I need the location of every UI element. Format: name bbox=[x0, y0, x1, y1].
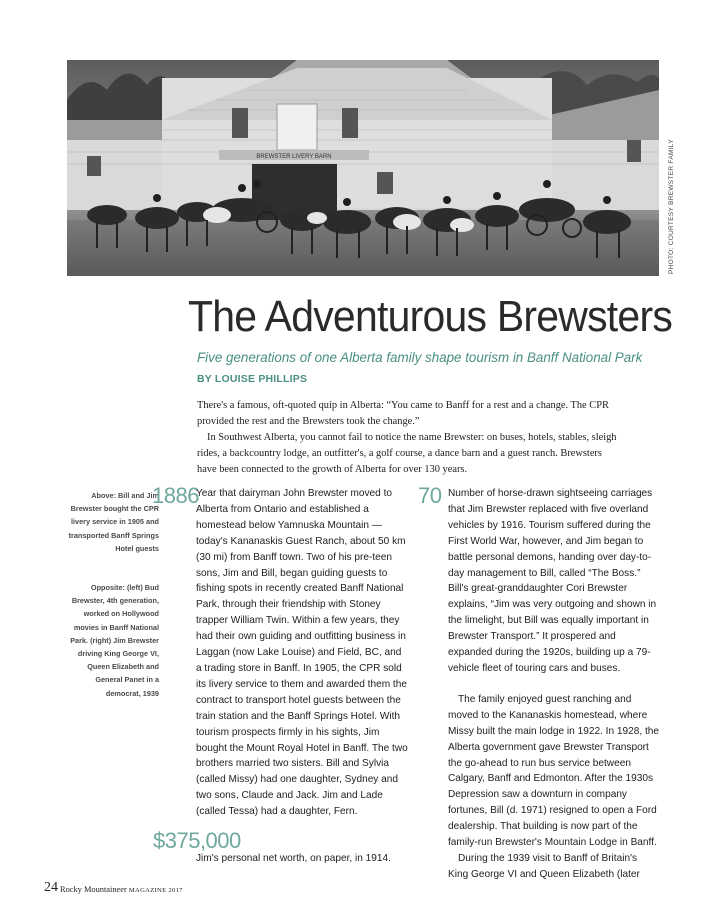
article-byline: BY LOUISE PHILLIPS bbox=[197, 373, 308, 385]
stat-figure: $375,000 bbox=[153, 828, 241, 853]
magazine-footer bbox=[60, 885, 183, 894]
intro-paragraph: There's a famous, oft-quoted quip in Alberta: “You came to Banff for a rest and a change. The CPR provided the rest and the Brewsters took the change.” bbox=[197, 400, 609, 427]
year-marker-1886: 1886 bbox=[152, 483, 199, 508]
stat-text: Jim's personal net worth, on paper, in 1914. bbox=[196, 853, 391, 864]
barn-sign: BREWSTER LIVERY BARN bbox=[256, 154, 332, 160]
body-paragraph: The family enjoyed guest ranching and moved to the Kananaskis homestead, where Missy built the main lodge in 1922. In 1928, the Alberta government gave Brewster Transport the go-ahead to run bus service between Calgary, Banff and Edmonton. After the 1930s Depression saw a downturn in company fortunes, Bill (d. 1971) resigned to open a Ford dealership. That building is now part of the family-run Brewster's Mountain Lodge in Banff. bbox=[448, 693, 659, 849]
body-paragraph: Year that dairyman John Brewster moved to Alberta from Ontario and established a homestead below Yamnuska Mountain — today's Kananaskis Guest Ranch, about 50 km (30 mi) from Banff town. Two of his pre-teen sons, Jim and Bill, began guiding guests to fishing spots in recently created Banff National Park, through their friendship with Stoney trapper William Twin. Within a few years, they had their own guiding and outfitting business in Laggan (now Lake Louise) and Field, BC, and a trading store in Banff. In 1905, the CPR sold its livery service to them and awarded them the contract to transport hotel guests between the train station and the Banff Springs Hotel. With tourism prospects firmly in his sights, Jim bought the Mount Royal Hotel in Banff. The two brothers married two sisters. Bill and Sylvia (called Missy) had one daughter, Sydney and two sons, Claude and Jack. Jim and Lade (called Tessa) had a daughter, Fern. bbox=[196, 488, 408, 818]
magazine-name: Rocky Mountaineer bbox=[60, 885, 127, 894]
photo-illustration bbox=[67, 60, 659, 276]
article-subtitle: Five generations of one Alberta family shape tourism in Banff National Park bbox=[197, 350, 643, 365]
page-number: 24 bbox=[44, 880, 58, 895]
body-column-1 bbox=[196, 486, 408, 820]
historic-photo bbox=[67, 60, 659, 276]
number-marker-70: 70 bbox=[418, 483, 442, 508]
body-paragraph: Number of horse-drawn sightseeing carriages that Jim Brewster replaced with five overland vehicles by 1916. Tourism suffered during the First World War, however, and Jim began to battle personal demons, handing over day-to-day management to Bill, called “The Boss.” Bill's great-granddaughter Cori Brewster explains, “Jim was very outgoing and shown in the limelight, but Bill was equally important in Brewster Transport.” It prospered and expanded during the 1920s, building up a 79-vehicle fleet of touring cars and buses. bbox=[448, 488, 657, 674]
article-title: The Adventurous Brewsters bbox=[188, 292, 673, 341]
intro-paragraphs bbox=[197, 398, 617, 478]
body-paragraph: During the 1939 visit to Banff of Britain's King George VI and Queen Elizabeth (later bbox=[448, 852, 640, 880]
intro-paragraph: In Southwest Alberta, you cannot fail to notice the name Brewster: on buses, hotels, stables, sleigh rides, a backcountry lodge, an outfitter's, a golf course, a dance barn and a guest ranch. Brewsters have been connected to the growth of Alberta for over 130 years. bbox=[197, 432, 617, 475]
body-column-2 bbox=[448, 486, 660, 883]
caption-opposite: Opposite: (left) Bud Brewster, 4th generation, worked on Hollywood movies in Banff National Park. (right) Jim Brewster driving King George VI, Queen Elizabeth and General Panet in a democrat, 1939 bbox=[70, 583, 159, 698]
caption-above: Above: Bill and Jim Brewster bought the CPR livery service in 1905 and transported Banff Springs Hotel guests bbox=[68, 491, 159, 553]
magazine-issue: MAGAZINE 2017 bbox=[128, 887, 183, 894]
